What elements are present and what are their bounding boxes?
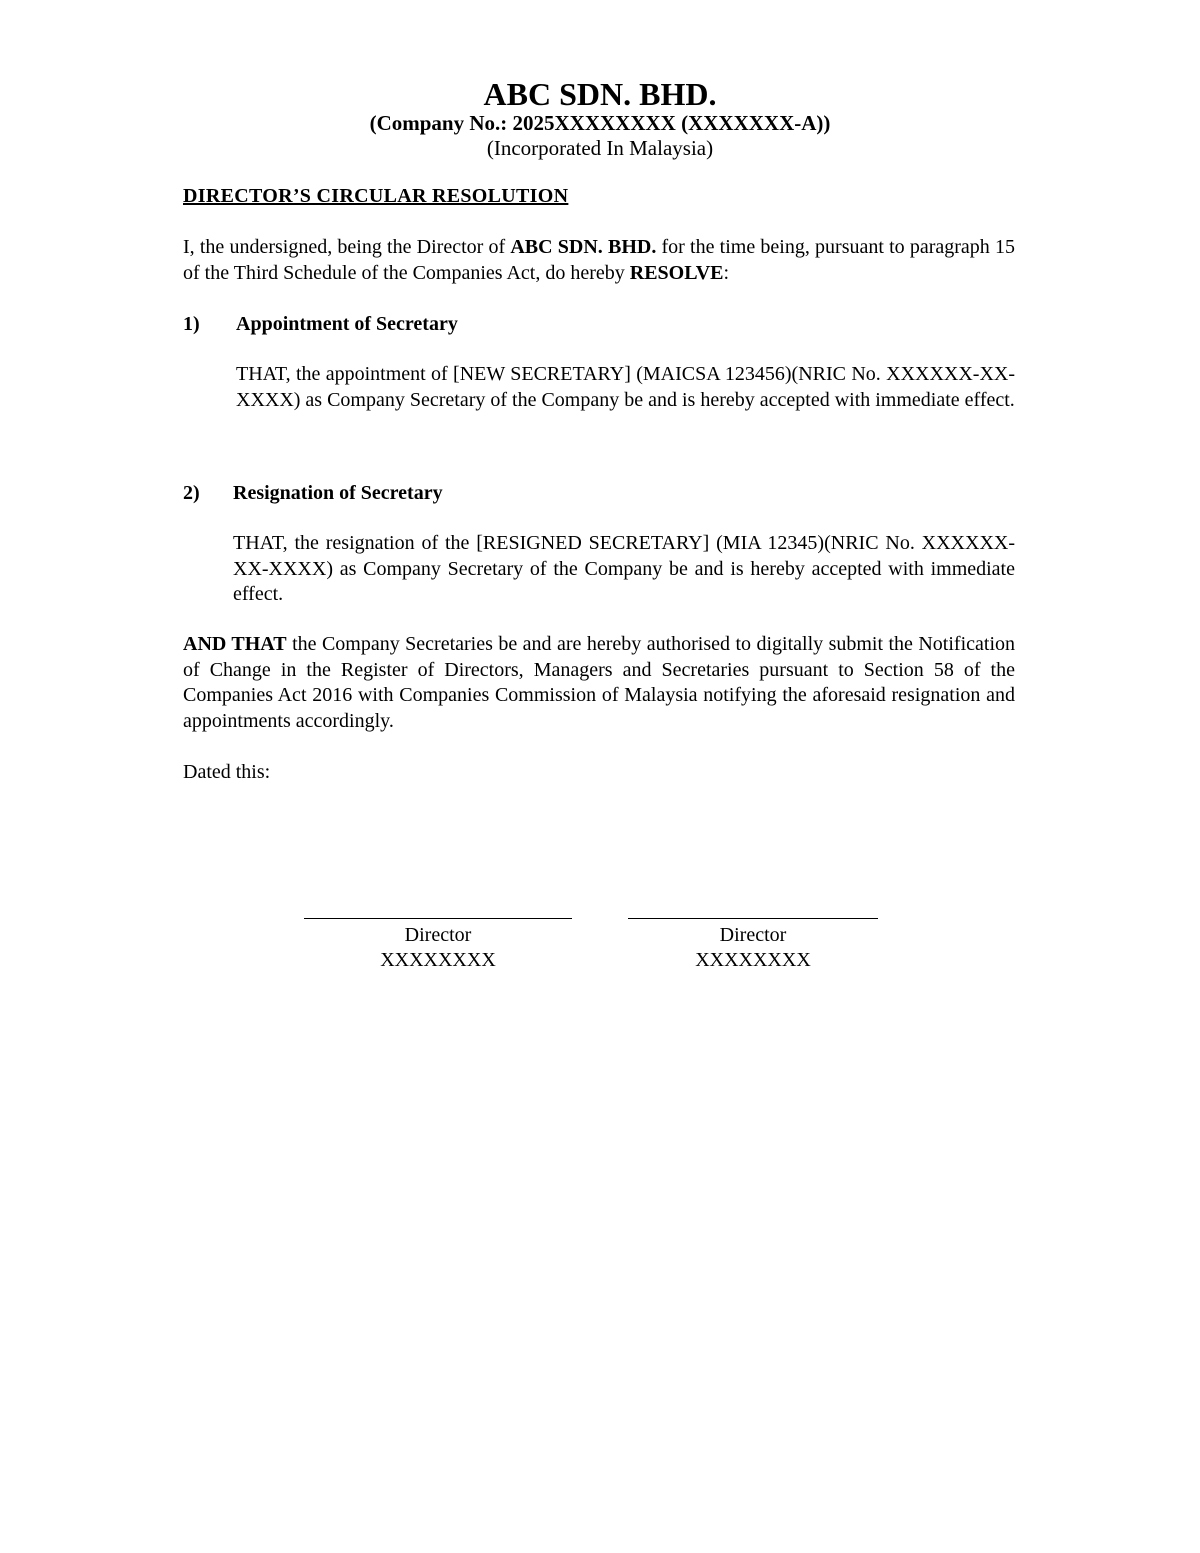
signatory-1-title: Director <box>404 924 472 946</box>
intro-text-3: : <box>723 261 730 284</box>
signatory-2-title: Director <box>719 924 787 946</box>
signature-block-2 <box>628 918 878 973</box>
and-that-bold: AND THAT <box>183 633 287 655</box>
intro-paragraph <box>183 235 1015 286</box>
incorporation-note: (Incorporated In Malaysia) <box>486 136 714 160</box>
resolution-1-number: 1) <box>183 313 200 335</box>
signature-line-1 <box>304 918 572 919</box>
signature-line-2 <box>628 918 878 919</box>
and-that-text: the Company Secretaries be and are hereby authorised to digitally submit the Notification of Change in the Register of Directors, Managers and Secretaries pursuant to Section 58 of the Companies Act 2016 with Companies Commission of Malaysia notifying the aforesaid resignation and appointments accordingly. <box>183 633 1015 732</box>
resolution-2-heading: Resignation of Secretary <box>233 482 443 504</box>
document-title: DIRECTOR’S CIRCULAR RESOLUTION <box>183 185 569 207</box>
intro-company-name: ABC SDN. BHD. <box>510 236 657 258</box>
signatory-2-name: XXXXXXXX <box>695 949 811 971</box>
company-name: ABC SDN. BHD. <box>483 76 717 112</box>
dated-label: Dated this: <box>183 761 271 783</box>
resolution-2-number: 2) <box>183 482 200 504</box>
resolution-1-heading: Appointment of Secretary <box>236 313 458 335</box>
resolution-2-body: THAT, the resignation of the [RESIGNED SECRETARY] (MIA 12345)(NRIC No. XXXXXX-XX-XXXX) as Company Secretary of the Company be and is hereby accepted with immediate effect. <box>233 532 1015 605</box>
signatory-1-name: XXXXXXXX <box>380 949 496 971</box>
intro-resolve: RESOLVE <box>629 261 724 284</box>
intro-text-2: for the time being, pursuant to paragraph 15 of the Third Schedule of the Companies Act, do hereby <box>183 236 1015 284</box>
signature-block-1 <box>304 918 572 973</box>
intro-text-1: I, the undersigned, being the Director of <box>183 236 511 258</box>
and-that-paragraph <box>183 632 1015 734</box>
company-number: (Company No.: 2025XXXXXXXX (XXXXXXX-A)) <box>369 111 831 135</box>
resolution-1-body: THAT, the appointment of [NEW SECRETARY] (MAICSA 123456)(NRIC No. XXXXXX-XX-XXXX) as Company Secretary of the Company be and is hereby accepted with immediate effect. <box>236 363 1015 411</box>
